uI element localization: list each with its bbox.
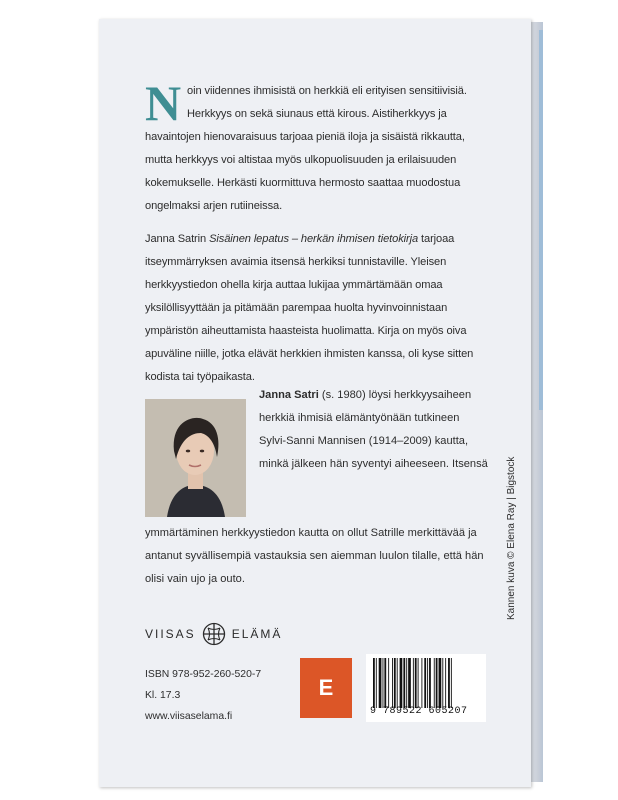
e-badge: E: [300, 658, 352, 718]
author-bio-text: (s. 1980) löysi herkkyysaiheen herkkiä ihmisiä elämäntyönään tutkineen Sylvi-Sanni Mannisen (1914–2009) kautta, minkä jälkeen hän syventyi aiheeseen. Itsensä: [259, 389, 488, 470]
author-bio: [259, 384, 489, 476]
description-paragraph: [145, 228, 483, 389]
description-text: tarjoaa itseymmärryksen avaimia itsensä herkiksi tunnistaville. Yleisen herkkyystiedon ohella kirja auttaa lukijaa ymmärtämään omaa yksilöllisyyttään ja pitämään parempaa huolta hyvinvoinnistaan ympäristön aiheuttamista haasteista huolimatta. Kirja on myös oiva apuväline niille, jotka elävät herkkien ihmisten kanssa, oli kyse sitten kodista tai työpaikasta.: [145, 233, 474, 383]
spine-blue-accent: [539, 30, 543, 410]
publisher-name-left: VIISAS: [145, 627, 196, 641]
publisher-emblem-icon: [202, 622, 226, 646]
book-info: [145, 664, 261, 727]
publisher-name-right: ELÄMÄ: [231, 627, 283, 641]
publisher-url: www.viisaselama.fi: [145, 711, 233, 722]
cover-credit: Kannen kuva © Elena Ray | Bigstock: [506, 456, 517, 620]
intro-paragraph: [145, 75, 483, 218]
isbn-number: ISBN 978-952-260-520-7: [145, 669, 262, 680]
barcode-icon: [371, 658, 481, 708]
barcode-area: [366, 654, 486, 722]
author-photo: [145, 399, 246, 517]
book-title: Sisäinen lepatus – herkän ihmisen tietokirja: [209, 233, 419, 245]
description-author: Janna Satrin: [145, 233, 210, 245]
barcode-number: 9 789522 605207: [370, 706, 468, 717]
classification: Kl. 17.3: [145, 690, 181, 701]
publisher-logo: [145, 622, 282, 646]
author-portrait-image: [145, 399, 246, 517]
intro-text: oin viidennes ihmisistä on herkkiä eli erityisen sensitiivisiä. Herkkyys on sekä siunaus että kirous. Aistiherkkyys ja havaintojen hienovaraisuus tarjoaa pieniä iloja ja sisäistä rikkautta, mutta herkkyys voi altistaa myös ulkopuolisuuden ja erilaisuuden kokemukselle. Herkästi kuormittuva hermosto saattaa muodostua ongelmaksi arjen rutiineissa.: [145, 85, 467, 212]
author-name: Janna Satri: [259, 389, 319, 401]
drop-cap: N: [145, 75, 182, 131]
author-bio-continuation: ymmärtäminen herkkyystiedon kautta on ollut Satrille merkittävää ja antanut syvällisempiä vastauksia sen aiemman luulon tilalle, että hän olisi vain ujo ja outo.: [145, 527, 484, 585]
